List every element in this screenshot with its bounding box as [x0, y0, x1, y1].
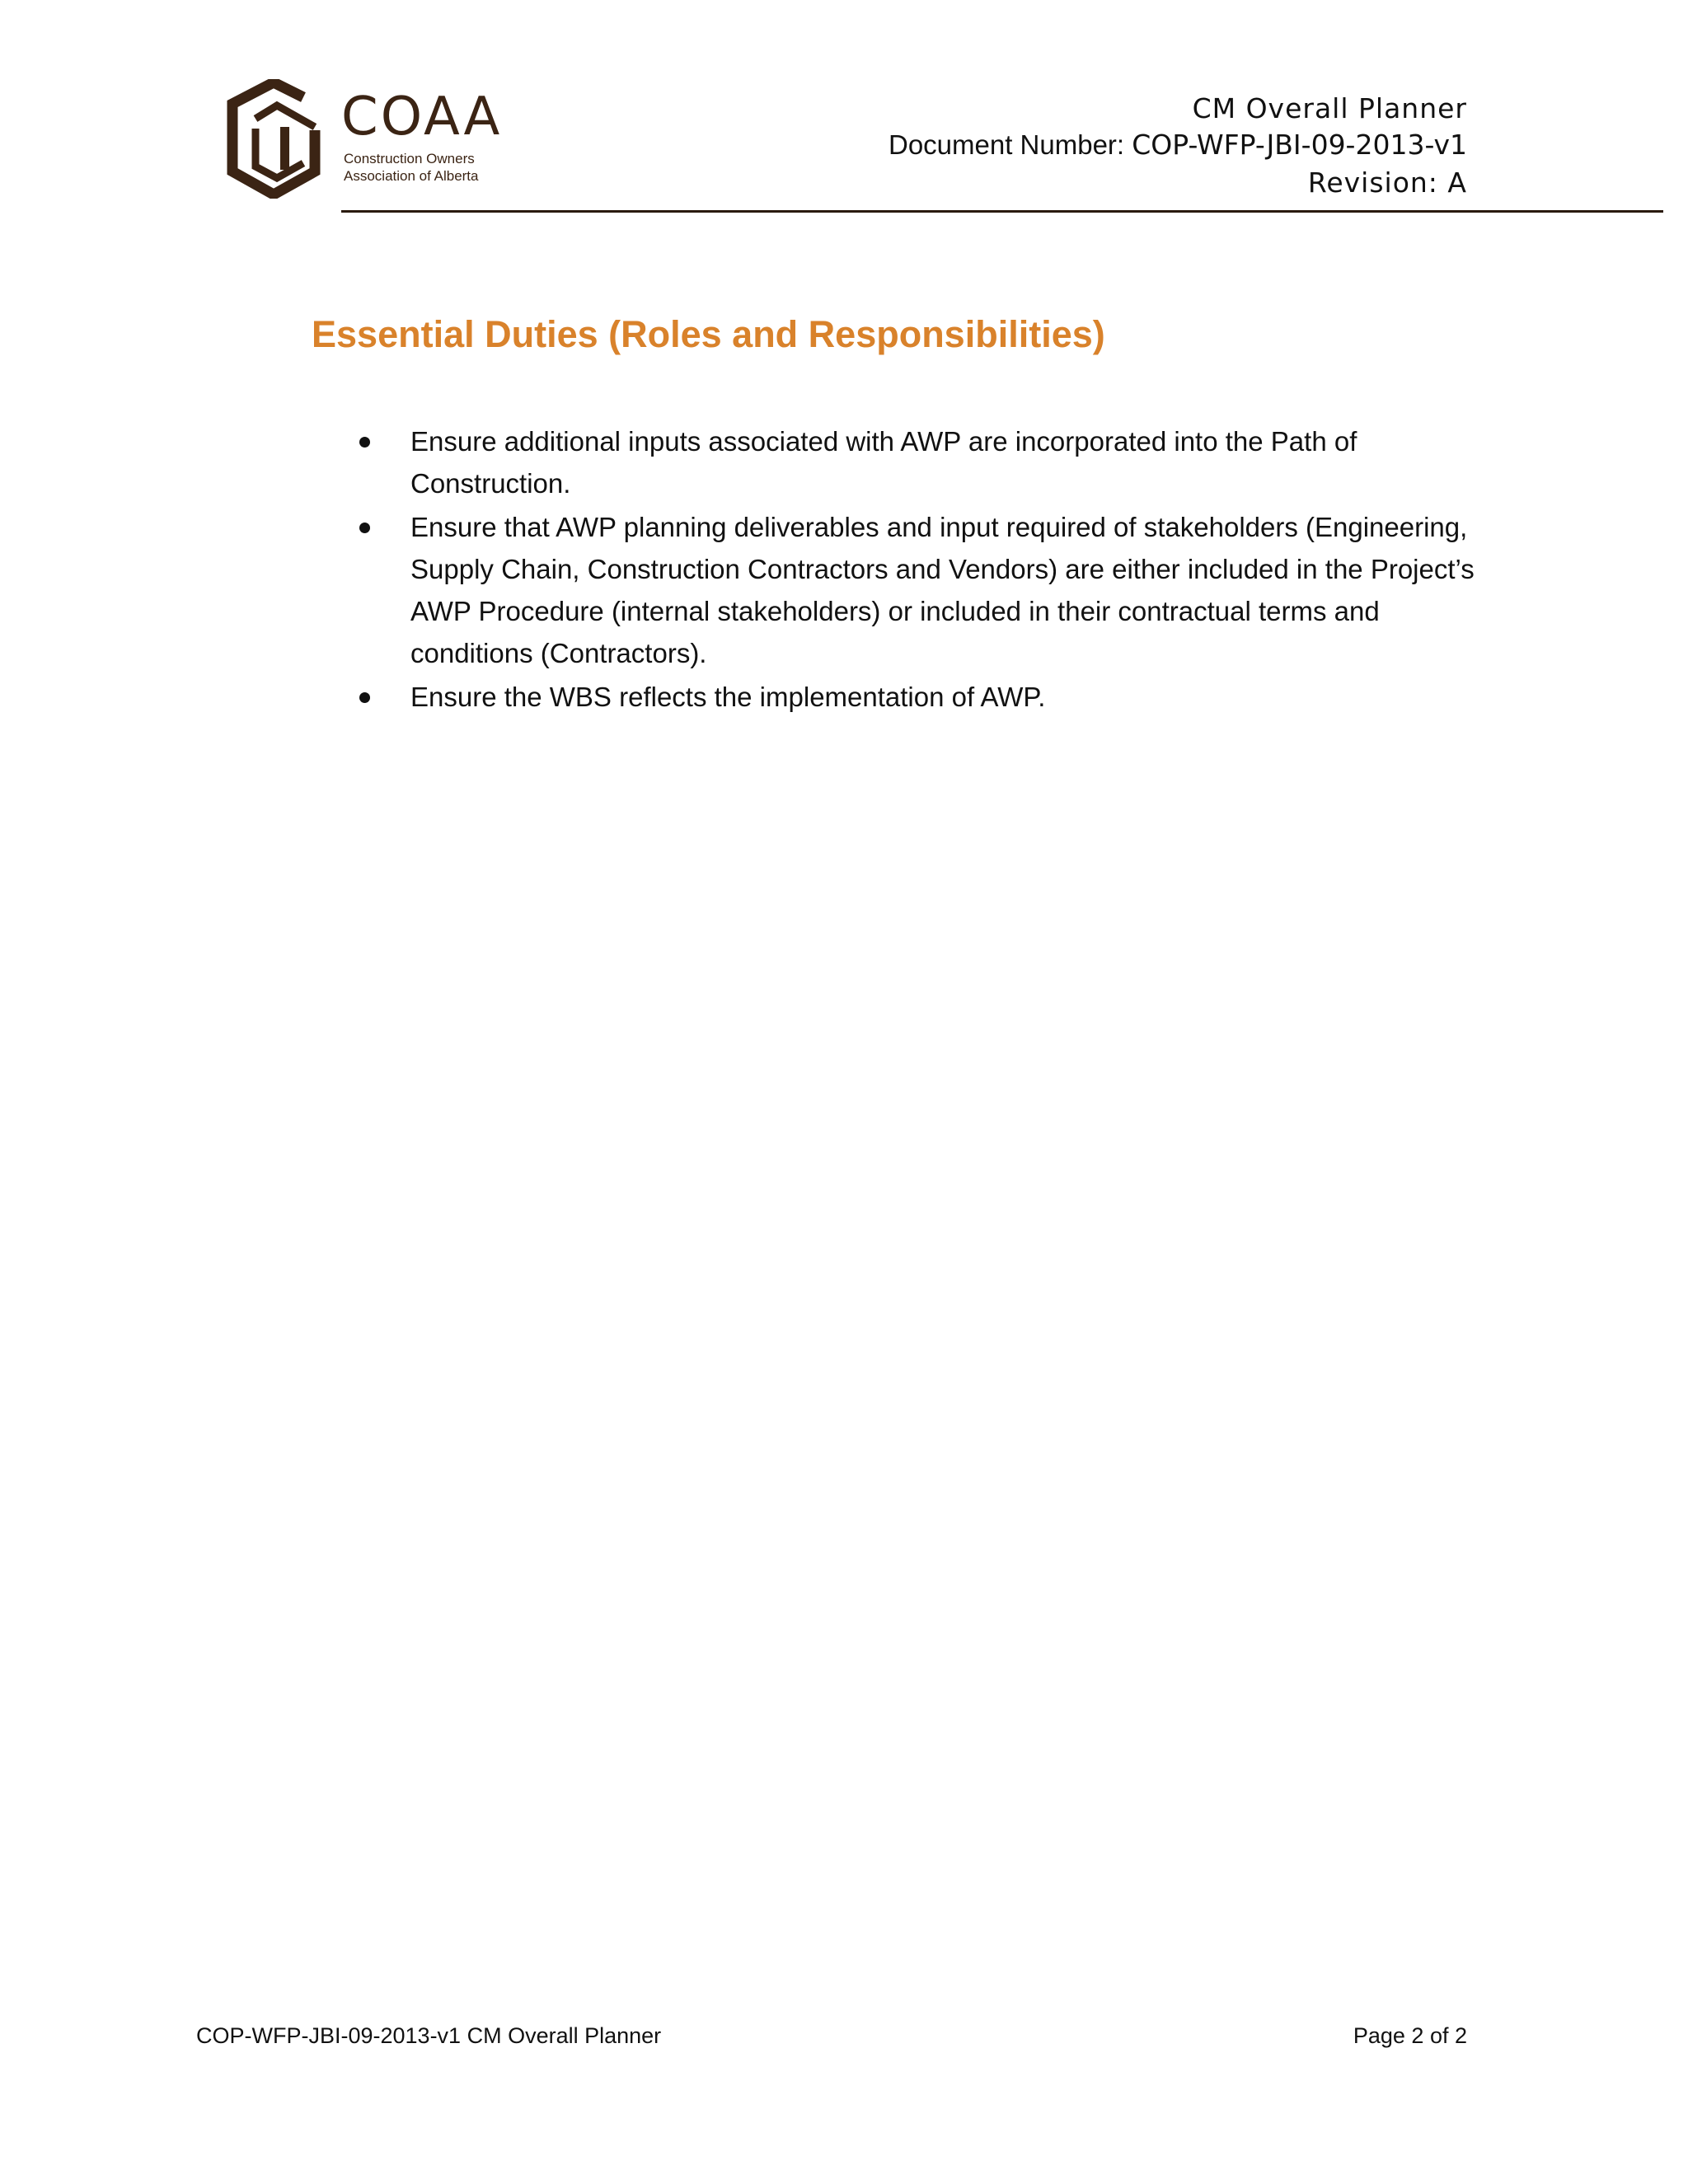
- list-item: [354, 420, 1484, 504]
- logo-subtitle: [344, 150, 478, 185]
- document-number: COP-WFP-JBI-09-2013-v1: [1132, 129, 1467, 161]
- bullet-icon: [359, 692, 370, 703]
- bullet-icon: [359, 437, 370, 448]
- header-divider: [341, 210, 1663, 213]
- logo-wordmark: COAA: [341, 87, 503, 148]
- bullet-icon: [359, 523, 370, 533]
- list-item-text: Ensure the WBS reflects the implementation of AWP.: [410, 682, 1046, 712]
- page-footer: [0, 2023, 1688, 2056]
- page-number: Page 2 of 2: [1353, 2023, 1467, 2048]
- footer-document-id: COP-WFP-JBI-09-2013-v1 CM Overall Planner: [196, 2023, 662, 2048]
- hexagon-logo-icon: [224, 79, 331, 199]
- list-item: [354, 676, 1484, 718]
- document-number-label: Document Number:: [888, 129, 1132, 160]
- list-item: [354, 506, 1484, 674]
- logo-subtitle-line2: Association of Alberta: [344, 168, 479, 184]
- duties-list: [354, 420, 1484, 719]
- list-item-text: Ensure additional inputs associated with AWP are incorporated into the Path of Construction.: [410, 426, 1357, 499]
- page-header: [0, 0, 1688, 223]
- list-item-text: Ensure that AWP planning deliverables and input required of stakeholders (Engineering, Supply Chain, Construction Contractors and Vendors) are either included in the Project’s AWP Procedure (internal stakeholders) or included in their contractual terms and conditions (Contractors).: [410, 512, 1475, 668]
- logo-subtitle-line1: Construction Owners: [344, 151, 475, 166]
- document-meta: [888, 92, 1467, 199]
- document-number-line: [888, 129, 1467, 161]
- revision: Revision: A: [1307, 166, 1467, 199]
- document-title: CM Overall Planner: [1192, 92, 1467, 124]
- coaa-logo: [224, 79, 504, 203]
- section-heading: Essential Duties (Roles and Responsibilities): [312, 313, 1105, 355]
